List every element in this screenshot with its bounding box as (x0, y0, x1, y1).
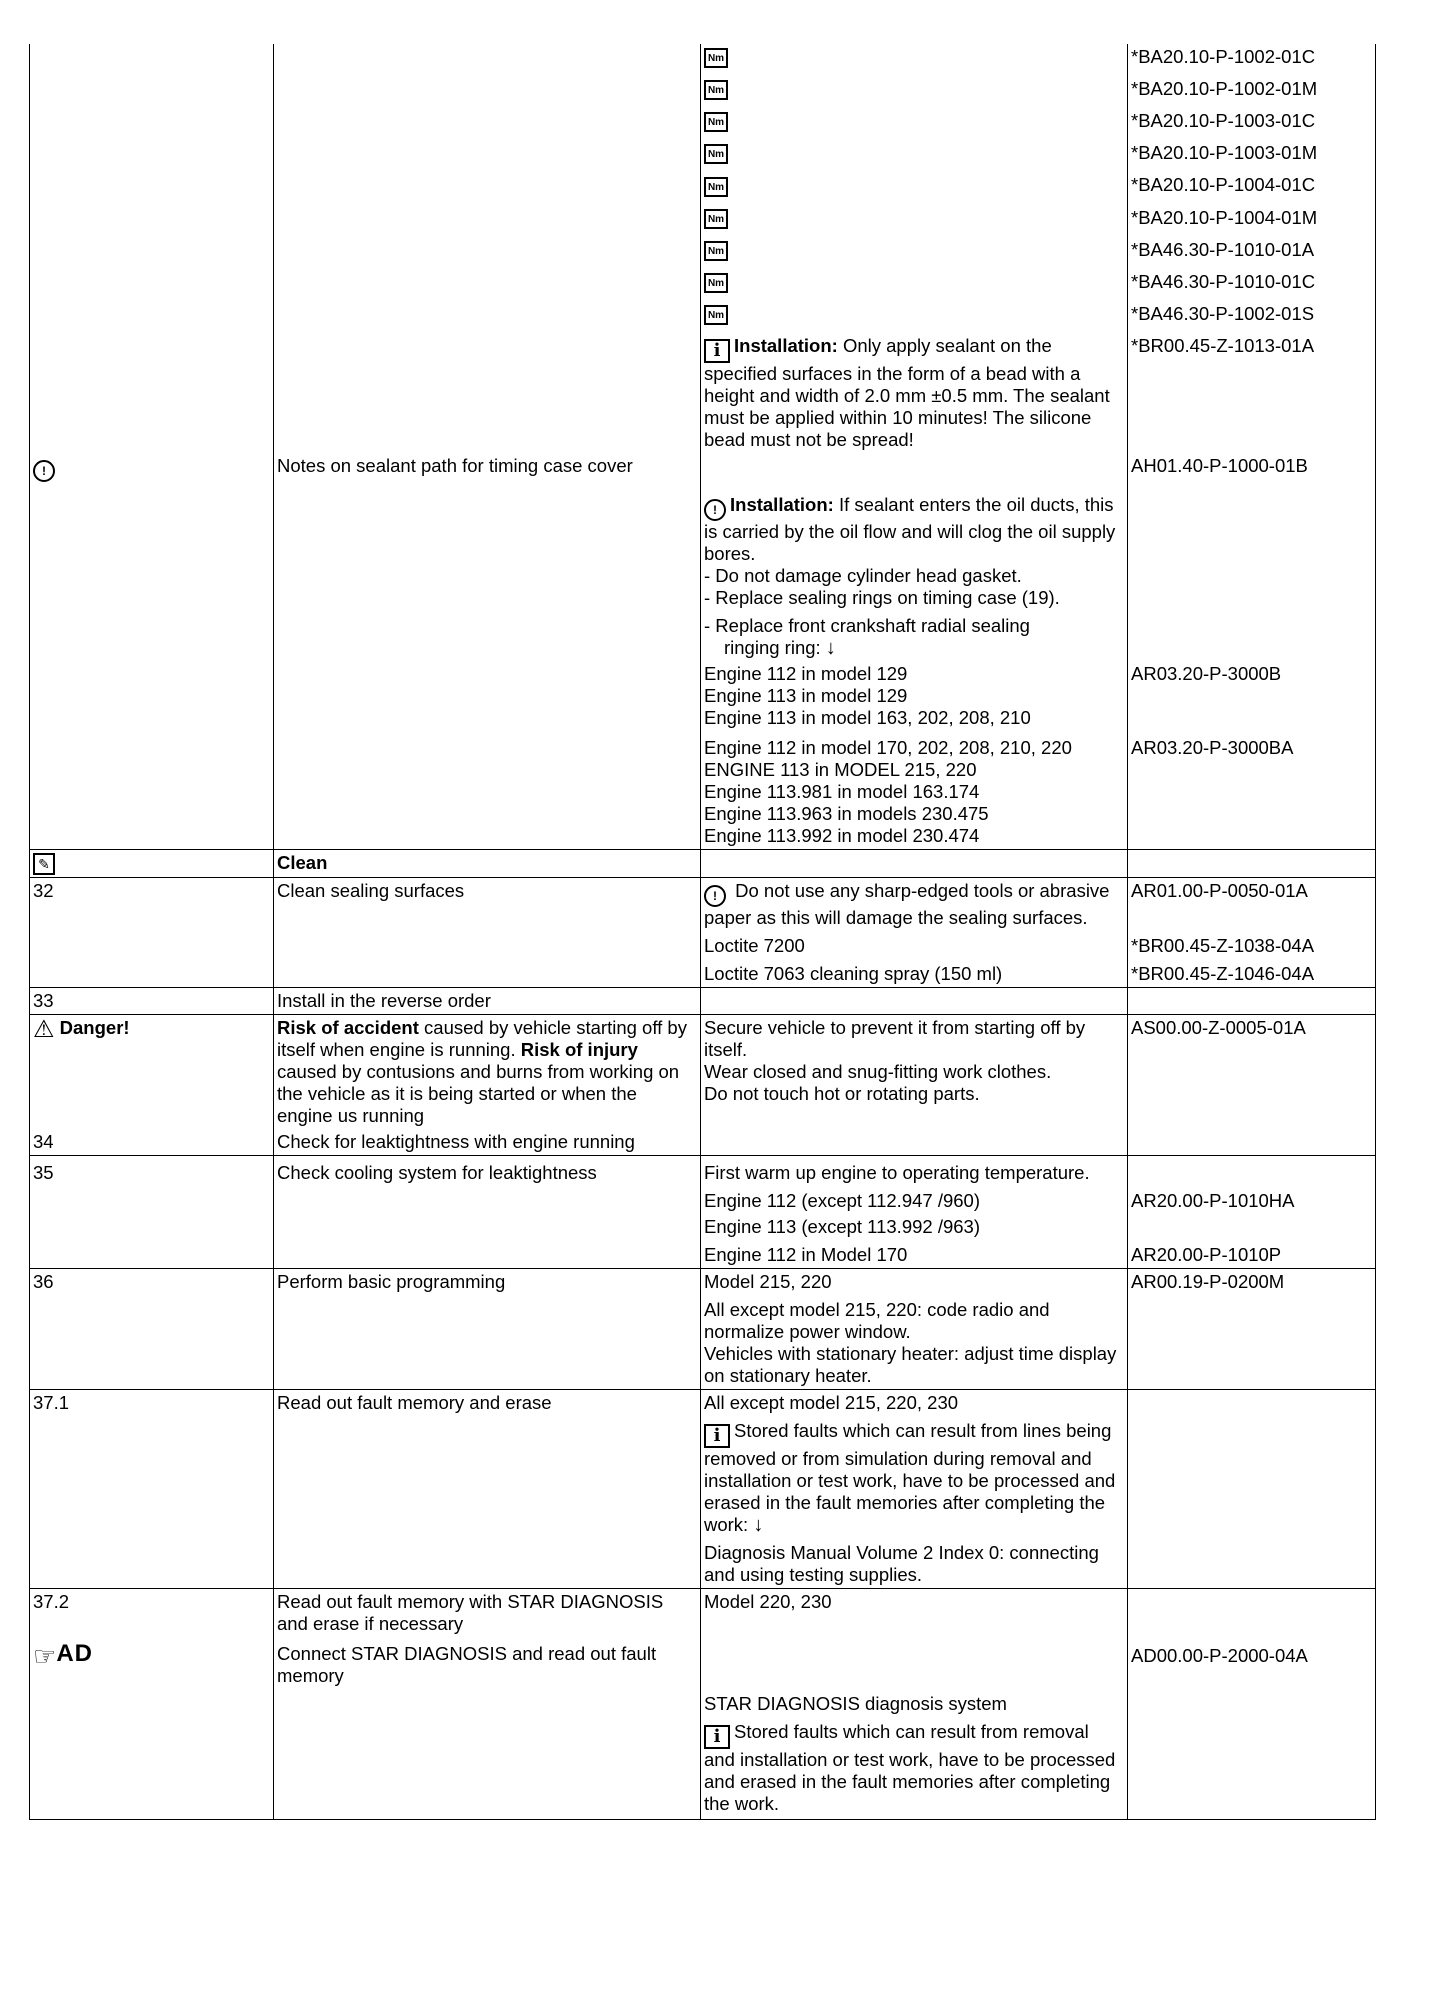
step-36-row: 36 Perform basic programming Model 215, 220 AR00.19-P-0200M (30, 1268, 1376, 1295)
torque-code: *BA20.10-P-1002-01M (1128, 70, 1376, 102)
danger-code: AS00.00-Z-0005-01A (1128, 1014, 1376, 1129)
engine-group1: Engine 112 in model 129 Engine 113 in model 129 Engine 113 in model 163, 202, 208, 210 (701, 661, 1128, 731)
step-number: 36 (30, 1268, 274, 1295)
stop-icon: ! (704, 885, 726, 907)
torque-row (30, 70, 1376, 102)
sealant-notes-row (30, 453, 1376, 484)
torque-row (30, 199, 1376, 231)
step-note: ! Do not use any sharp-edged tools or abrasive paper as this will damage the sealing surfaces. (701, 877, 1128, 931)
step-36-notes: All except model 215, 220: code radio and normalize power window. Vehicles with stationary heater: adjust time display on stationary heater. (30, 1295, 1376, 1390)
torque-icon: Nm (704, 209, 728, 229)
torque-code: *BA46.30-P-1010-01C (1128, 263, 1376, 295)
checklist-icon: ✎ (33, 853, 55, 875)
notes-code: AH01.40-P-1000-01B (1128, 453, 1376, 484)
notes-empty (701, 453, 1128, 484)
step-code: AR01.00-P-0050-01A (1128, 877, 1376, 931)
torque-icon: Nm (704, 80, 728, 100)
stop-icon: ! (33, 460, 55, 482)
torque-icon: Nm (704, 112, 728, 132)
step-33-row (30, 987, 1376, 1014)
torque-code: *BA20.10-P-1004-01M (1128, 199, 1376, 231)
notes-cell (30, 453, 274, 484)
step-32-row (30, 877, 1376, 931)
engine-group2-code: AR03.20-P-3000BA (1128, 731, 1376, 850)
step-37-1-manual: Diagnosis Manual Volume 2 Index 0: connecting and using testing supplies. (30, 1538, 1376, 1589)
engine-group1-code: AR03.20-P-3000B (1128, 661, 1376, 731)
engine-group2: Engine 112 in model 170, 202, 208, 210, 220 ENGINE 113 in MODEL 215, 220 Engine 113.981 in model 163.174 Engine 113.963 in models 230.475 Engine 113.992 in model 230.474 (701, 731, 1128, 850)
step-32-loctite2: Loctite 7063 cleaning spray (150 ml) *BR00.45-Z-1046-04A (30, 959, 1376, 988)
sealant-info-code: *BR00.45-Z-1013-01A (1128, 327, 1376, 453)
torque-row (30, 295, 1376, 327)
step-37-2-row: 37.2 Read out fault memory with STAR DIAGNOSIS and erase if necessary Model 220, 230 (30, 1588, 1376, 1637)
step-desc: Clean sealing surfaces (274, 877, 701, 931)
star-diagnosis-row: ☞AD Connect STAR DIAGNOSIS and read out fault memory AD00.00-P-2000-04A (30, 1637, 1376, 1689)
step-desc: Read out fault memory and erase (274, 1389, 701, 1416)
star-diagnosis-system: STAR DIAGNOSIS diagnosis system (30, 1689, 1376, 1717)
torque-row (30, 231, 1376, 263)
installation-row (30, 484, 1376, 661)
torque-row (30, 134, 1376, 166)
torque-icon: Nm (704, 144, 728, 164)
torque-code: *BA20.10-P-1002-01C (1128, 44, 1376, 70)
clean-cell (30, 849, 274, 877)
arrow-down-icon: ↓ (753, 1513, 764, 1536)
step-number: 37.1 (30, 1389, 274, 1416)
danger-measures: Secure vehicle to prevent it from starting off by itself. Wear closed and snug-fitting work clothes. Do not touch hot or rotating parts. (701, 1014, 1128, 1129)
torque-code: *BA46.30-P-1010-01A (1128, 231, 1376, 263)
step-37-1-row: 37.1 Read out fault memory and erase All except model 215, 220, 230 (30, 1389, 1376, 1416)
pointing-hand-icon: ☞ (33, 1640, 57, 1671)
torque-icon: Nm (704, 48, 728, 68)
torque-code: *BA20.10-P-1003-01M (1128, 134, 1376, 166)
step-35-engine113: Engine 113 (except 113.992 /963) (30, 1214, 1376, 1240)
clean-header-row (30, 849, 1376, 877)
step-37-1-info: i Stored faults which can result from lines being removed or from simulation during removal and installation or test work, have to be processed and erased in the fault memories after completing the work: ↓ (30, 1416, 1376, 1538)
step-35-engine112: Engine 112 (except 112.947 /960) AR20.00-P-1010HA (30, 1186, 1376, 1214)
torque-code: *BA46.30-P-1002-01S (1128, 295, 1376, 327)
info-icon: i (704, 339, 730, 363)
step-desc: Read out fault memory with STAR DIAGNOSIS and erase if necessary (274, 1588, 701, 1637)
step-desc: Check cooling system for leaktightness (274, 1155, 701, 1186)
step-number: 33 (30, 987, 274, 1014)
torque-icon: Nm (704, 273, 728, 293)
info-icon: i (704, 1424, 730, 1448)
torque-icon: Nm (704, 305, 728, 325)
step-number: 32 (30, 877, 274, 931)
step-34-row (30, 1129, 1376, 1156)
danger-text: Risk of accident caused by vehicle starting off by itself when engine is running. Risk of injury caused by contusions and burns from working on the vehicle as it is being started or when the engine us running (274, 1014, 701, 1129)
engine-group2-row (30, 731, 1376, 850)
engine-group1-row (30, 661, 1376, 731)
step-35-row: 35 Check cooling system for leaktightness First warm up engine to operating temperature. (30, 1155, 1376, 1186)
step-desc: Perform basic programming (274, 1268, 701, 1295)
repair-instruction-table (29, 44, 1375, 1820)
step-35-engine112-170: Engine 112 in Model 170 AR20.00-P-1010P (30, 1240, 1376, 1269)
clean-header: Clean (274, 849, 701, 877)
torque-row (30, 102, 1376, 134)
info-icon: i (704, 1725, 730, 1749)
danger-cell: ⚠ Danger! (30, 1014, 274, 1129)
notes-desc: Notes on sealant path for timing case cover (274, 453, 701, 484)
torque-icon: Nm (704, 177, 728, 197)
ad-cell: ☞AD (30, 1637, 274, 1689)
step-32-loctite1: Loctite 7200 *BR00.45-Z-1038-04A (30, 931, 1376, 959)
torque-code: *BA20.10-P-1003-01C (1128, 102, 1376, 134)
danger-row (30, 1014, 1376, 1129)
step-desc: Install in the reverse order (274, 987, 701, 1014)
warning-icon: ⚠ (33, 1015, 55, 1043)
arrow-down-icon: ↓ (825, 636, 836, 659)
step-number: 35 (30, 1155, 274, 1186)
step-desc: Check for leaktightness with engine running (274, 1129, 701, 1156)
torque-row (30, 263, 1376, 295)
torque-row (30, 44, 1376, 70)
torque-icon: Nm (704, 241, 728, 261)
sealant-info: i Installation: Only apply sealant on the specified surfaces in the form of a bead with a height and width of 2.0 mm ±0.5 mm. The sealant must be applied within 10 minutes! The silicone bead must not be spread! (701, 327, 1128, 453)
torque-code: *BA20.10-P-1004-01C (1128, 166, 1376, 198)
step-number: 34 (30, 1129, 274, 1156)
torque-row (30, 166, 1376, 198)
stop-icon: ! (704, 499, 726, 521)
sealant-info-row (30, 327, 1376, 453)
step-number: 37.2 (30, 1588, 274, 1637)
installation-notes: ! Installation: If sealant enters the oil ducts, this is carried by the oil flow and will clog the oil supply bores. - Do not damage cylinder head gasket. - Replace sealing rings on timing case (19). - Replace front crankshaft radial sealing ringing ring: ↓ (701, 484, 1128, 661)
star-diagnosis-info: i Stored faults which can result from removal and installation or test work, have to be processed and erased in the fault memories after completing the work. (30, 1717, 1376, 1820)
